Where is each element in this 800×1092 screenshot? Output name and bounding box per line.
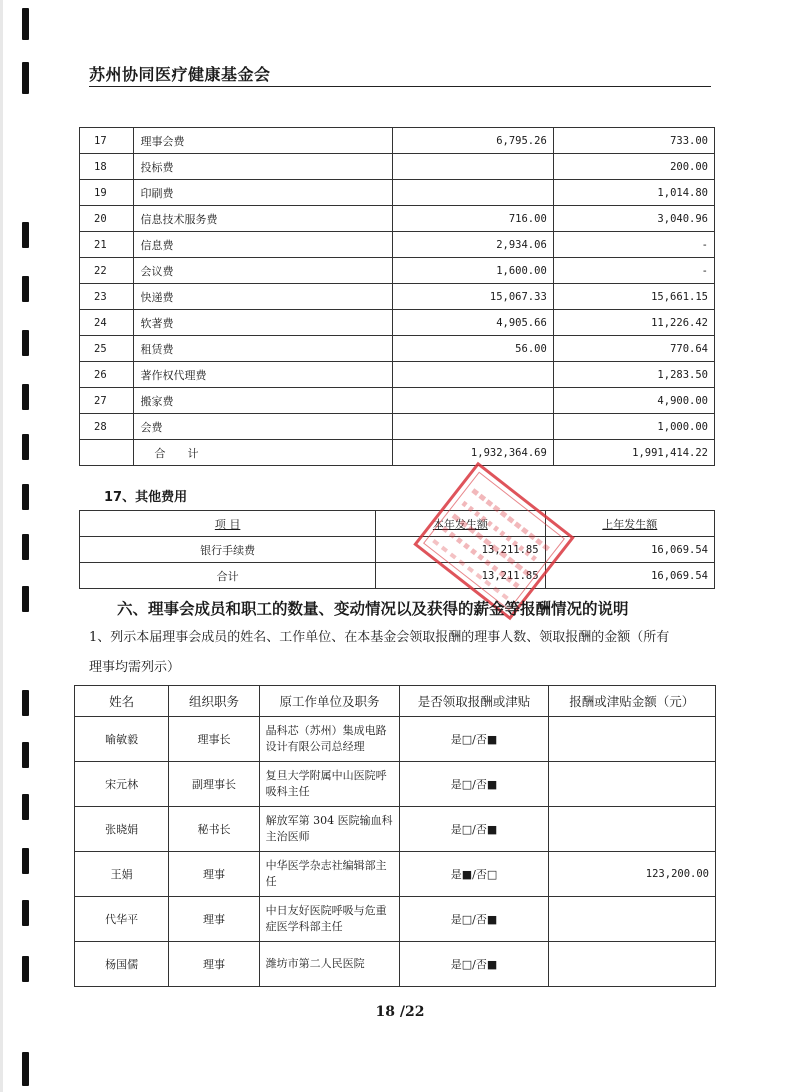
table-row <box>80 563 715 589</box>
row-number: 22 <box>80 258 134 284</box>
row-item: 会费 <box>134 414 392 440</box>
row-current: 13,211.85 <box>376 563 545 589</box>
description-line-1: 1、列示本届理事会成员的姓名、工作单位、在本基金会领取报酬的理事人数、领取报酬的金额（所有 <box>89 630 670 645</box>
row-item: 著作权代理费 <box>134 362 392 388</box>
table-row <box>75 762 716 807</box>
binder-mark <box>22 586 29 612</box>
row-current: 56.00 <box>392 336 553 362</box>
header-rule <box>89 86 711 87</box>
row-current: 6,795.26 <box>392 128 553 154</box>
table-row <box>80 537 715 563</box>
member-name: 宋元林 <box>75 762 169 807</box>
row-previous: 770.64 <box>553 336 714 362</box>
binder-mark <box>22 900 29 926</box>
table-row <box>75 717 716 762</box>
member-role: 理事 <box>169 852 259 897</box>
binder-mark <box>22 848 29 874</box>
table-row <box>80 336 715 362</box>
section-6-title: 六、理事会成员和职工的数量、变动情况以及获得的薪金等报酬情况的说明 <box>117 600 629 618</box>
section-17-title: 17、其他费用 <box>104 490 188 505</box>
binder-mark <box>22 484 29 510</box>
header-current <box>376 511 545 537</box>
row-previous: 733.00 <box>553 128 714 154</box>
table-header-row <box>75 686 716 717</box>
member-paid: 是■/否□ <box>400 852 548 897</box>
row-current: 4,905.66 <box>392 310 553 336</box>
row-item: 合计 <box>80 563 376 589</box>
row-previous: 4,900.00 <box>553 388 714 414</box>
member-paid: 是□/否■ <box>400 807 548 852</box>
member-amount <box>548 942 715 987</box>
row-number: 18 <box>80 154 134 180</box>
member-name: 王娟 <box>75 852 169 897</box>
member-paid: 是□/否■ <box>400 762 548 807</box>
member-role: 理事 <box>169 942 259 987</box>
row-number: 20 <box>80 206 134 232</box>
row-previous: 1,014.80 <box>553 180 714 206</box>
member-unit: 中华医学杂志社编辑部主任 <box>259 852 400 897</box>
header-unit: 原工作单位及职务 <box>259 686 400 717</box>
header-name: 姓名 <box>75 686 169 717</box>
row-previous: 15,661.15 <box>553 284 714 310</box>
member-unit: 潍坊市第二人民医院 <box>259 942 400 987</box>
row-previous: - <box>553 232 714 258</box>
member-role: 理事长 <box>169 717 259 762</box>
row-previous: 16,069.54 <box>545 537 714 563</box>
binder-mark <box>22 534 29 560</box>
row-number: 19 <box>80 180 134 206</box>
member-role: 副理事长 <box>169 762 259 807</box>
row-item: 会议费 <box>134 258 392 284</box>
row-current <box>392 362 553 388</box>
row-item: 信息技术服务费 <box>134 206 392 232</box>
binder-mark <box>22 1052 29 1086</box>
member-amount <box>548 762 715 807</box>
table-row <box>80 206 715 232</box>
row-item: 搬家费 <box>134 388 392 414</box>
member-name: 张晓娟 <box>75 807 169 852</box>
row-item: 理事会费 <box>134 128 392 154</box>
member-paid: 是□/否■ <box>400 942 548 987</box>
row-item: 投标费 <box>134 154 392 180</box>
board-members-table <box>74 685 716 987</box>
header-amount: 报酬或津贴金额（元） <box>548 686 715 717</box>
member-unit: 解放军第 304 医院输血科主治医师 <box>259 807 400 852</box>
row-number: 26 <box>80 362 134 388</box>
table-row <box>80 362 715 388</box>
row-number: 17 <box>80 128 134 154</box>
binder-mark <box>22 330 29 356</box>
table-row <box>75 897 716 942</box>
header-item-text: 项 目 <box>214 517 241 531</box>
row-current <box>392 414 553 440</box>
member-unit: 晶科芯（苏州）集成电路设计有限公司总经理 <box>259 717 400 762</box>
table-row <box>75 807 716 852</box>
table-row <box>75 852 716 897</box>
row-previous: 16,069.54 <box>545 563 714 589</box>
member-name: 代华平 <box>75 897 169 942</box>
row-current: 15,067.33 <box>392 284 553 310</box>
row-current: 13,211.85 <box>376 537 545 563</box>
org-header-title: 苏州协同医疗健康基金会 <box>89 65 271 84</box>
member-unit: 复旦大学附属中山医院呼吸科主任 <box>259 762 400 807</box>
header-previous <box>545 511 714 537</box>
header-role: 组织职务 <box>169 686 259 717</box>
total-row <box>80 440 715 466</box>
table-row <box>80 128 715 154</box>
binder-mark <box>22 434 29 460</box>
row-number: 25 <box>80 336 134 362</box>
expense-table <box>79 127 715 466</box>
member-unit: 中日友好医院呼吸与危重症医学科部主任 <box>259 897 400 942</box>
binder-mark <box>22 690 29 716</box>
row-current <box>392 388 553 414</box>
table-row <box>80 310 715 336</box>
row-previous: 1,000.00 <box>553 414 714 440</box>
binder-mark <box>22 222 29 248</box>
member-amount <box>548 807 715 852</box>
row-number: 23 <box>80 284 134 310</box>
binder-mark <box>22 794 29 820</box>
other-expense-table <box>79 510 715 589</box>
table-row <box>80 232 715 258</box>
member-paid: 是□/否■ <box>400 717 548 762</box>
row-current: 2,934.06 <box>392 232 553 258</box>
binder-mark <box>22 8 29 40</box>
table-row <box>80 180 715 206</box>
header-current-text: 本年发生额 <box>432 517 488 531</box>
binder-mark <box>22 956 29 982</box>
member-role: 理事 <box>169 897 259 942</box>
row-number: 28 <box>80 414 134 440</box>
header-paid: 是否领取报酬或津贴 <box>400 686 548 717</box>
row-item: 印刷费 <box>134 180 392 206</box>
member-amount: 123,200.00 <box>548 852 715 897</box>
member-paid: 是□/否■ <box>400 897 548 942</box>
table-row <box>80 154 715 180</box>
row-current <box>392 154 553 180</box>
total-previous: 1,991,414.22 <box>553 440 714 466</box>
row-current <box>392 180 553 206</box>
header-previous-text: 上年发生额 <box>602 517 658 531</box>
row-previous: 11,226.42 <box>553 310 714 336</box>
member-amount <box>548 897 715 942</box>
member-name: 杨国儒 <box>75 942 169 987</box>
table-row <box>80 414 715 440</box>
row-item: 银行手续费 <box>80 537 376 563</box>
total-current: 1,932,364.69 <box>392 440 553 466</box>
member-amount <box>548 717 715 762</box>
table-row <box>75 942 716 987</box>
row-number: 27 <box>80 388 134 414</box>
binder-mark <box>22 742 29 768</box>
binder-mark <box>22 62 29 94</box>
row-number: 21 <box>80 232 134 258</box>
table-row <box>80 258 715 284</box>
header-item <box>80 511 376 537</box>
row-current: 1,600.00 <box>392 258 553 284</box>
row-item: 快递费 <box>134 284 392 310</box>
row-current: 716.00 <box>392 206 553 232</box>
row-previous: 200.00 <box>553 154 714 180</box>
total-row-number <box>80 440 134 466</box>
table-row <box>80 388 715 414</box>
row-item: 信息费 <box>134 232 392 258</box>
row-item: 软著费 <box>134 310 392 336</box>
member-name: 喻敏毅 <box>75 717 169 762</box>
binder-mark <box>22 276 29 302</box>
row-previous: - <box>553 258 714 284</box>
description-line-2: 理事均需列示） <box>89 660 181 675</box>
total-label: 合 计 <box>134 440 392 466</box>
row-previous: 3,040.96 <box>553 206 714 232</box>
row-item: 租赁费 <box>134 336 392 362</box>
binder-mark <box>22 384 29 410</box>
row-number: 24 <box>80 310 134 336</box>
member-role: 秘书长 <box>169 807 259 852</box>
row-previous: 1,283.50 <box>553 362 714 388</box>
table-row <box>80 284 715 310</box>
page-number: 18 /22 <box>375 1004 425 1020</box>
table-header-row <box>80 511 715 537</box>
